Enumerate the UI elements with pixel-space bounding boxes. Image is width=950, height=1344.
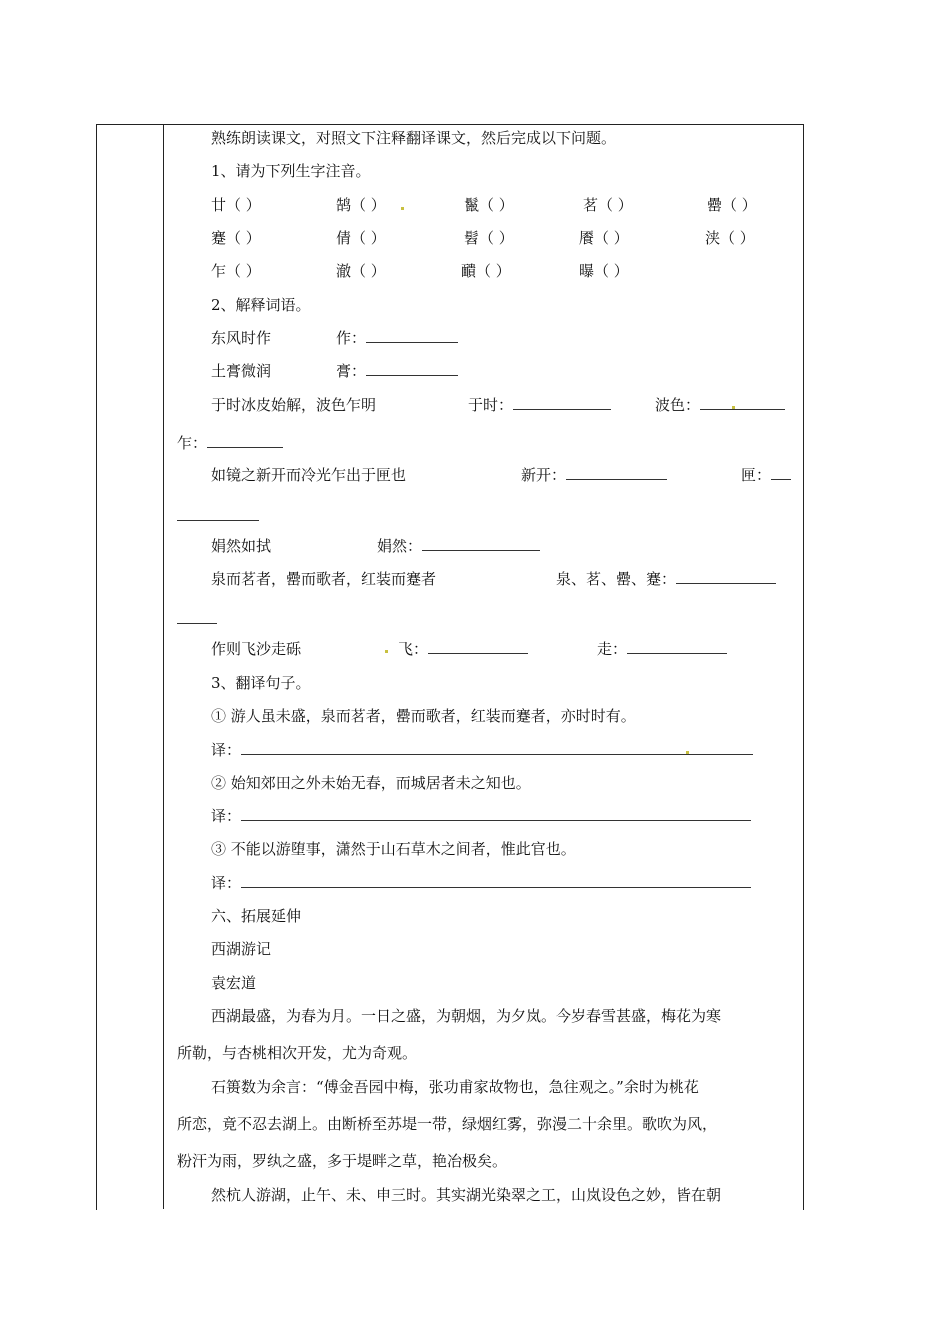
essay-line: 所勒，与杏桃相次开发，尤为奇观。 — [177, 1044, 418, 1062]
answer-blank[interactable] — [207, 433, 283, 448]
scan-mark — [401, 207, 404, 210]
answer-blank[interactable] — [366, 328, 458, 343]
answer-blank[interactable] — [771, 465, 791, 480]
answer-blank[interactable] — [241, 740, 753, 755]
vocab-phrase: 于时冰皮始解，波色乍明 — [211, 396, 377, 414]
answer-blank[interactable] — [241, 806, 751, 821]
table-column-divider — [163, 124, 164, 1209]
translate-sentence: ② 始知郊田之外未始无春，而城居者未之知也。 — [211, 774, 531, 792]
vocab-label: 乍： — [177, 433, 283, 453]
vocab-label: 膏： — [336, 361, 458, 381]
translate-sentence: ① 游人虽未盛，泉而茗者，罍而歌者，红装而蹇者，亦时时有。 — [211, 707, 636, 725]
essay-line: 西湖最盛，为春为月。一日之盛，为朝烟，为夕岚。今岁春雪甚盛，梅花为寒 — [211, 1007, 722, 1025]
scan-mark — [686, 751, 689, 754]
answer-blank[interactable] — [627, 639, 727, 654]
char-item: 靧（ ） — [461, 262, 511, 280]
essay-title: 西湖游记 — [211, 940, 272, 958]
intro-text: 熟练朗读课文，对照文下注释翻译课文，然后完成以下问题。 — [211, 129, 617, 147]
vocab-label: 泉、茗、罍、蹇： — [556, 569, 776, 589]
vocab-phrase: 土膏微润 — [211, 362, 272, 380]
char-item: 鬣（ ） — [464, 196, 514, 214]
vocab-label: 于时： — [468, 395, 611, 415]
vocab-label: 新开： — [521, 465, 667, 485]
answer-blank[interactable] — [428, 639, 528, 654]
vocab-label: 走： — [597, 639, 727, 659]
char-item: 浃（ ） — [705, 229, 755, 247]
answer-blank[interactable] — [566, 465, 667, 480]
vocab-phrase: 东风时作 — [211, 329, 272, 347]
q1-title: 1、请为下列生字注音。 — [211, 162, 371, 180]
answer-blank[interactable] — [177, 506, 259, 521]
essay-line: 石篑数为余言：“傅金吾园中梅，张功甫家故物也，急往观之。”余时为桃花 — [211, 1078, 699, 1096]
char-item: 曝（ ） — [579, 262, 629, 280]
char-item: 廿（ ） — [211, 196, 261, 214]
vocab-phrase: 娟然如拭 — [211, 537, 272, 555]
essay-line: 粉汗为雨，罗纨之盛，多于堤畔之草，艳冶极矣。 — [177, 1152, 508, 1170]
char-item: 乍（ ） — [211, 262, 261, 280]
vocab-label: 匣： — [741, 465, 791, 485]
answer-blank[interactable] — [676, 569, 776, 584]
vocab-label: 波色： — [655, 395, 785, 415]
char-item: 倩（ ） — [336, 229, 386, 247]
translate-answer: 译： — [211, 806, 751, 826]
q2-title: 2、解释词语。 — [211, 296, 311, 314]
answer-blank[interactable] — [366, 361, 458, 376]
essay-author: 袁宏道 — [211, 974, 257, 992]
char-item: 鹄（ ） — [336, 196, 386, 214]
essay-line: 所恋，竟不忍去湖上。由断桥至苏堤一带，绿烟红雾，弥漫二十余里。歌吹为风， — [177, 1115, 718, 1133]
char-item: 餍（ ） — [579, 229, 629, 247]
q3-title: 3、翻译句子。 — [211, 674, 311, 692]
char-item: 茗（ ） — [583, 196, 633, 214]
translate-answer: 译： — [211, 740, 753, 760]
answer-blank[interactable] — [700, 395, 785, 410]
vocab-label: 娟然： — [377, 536, 540, 556]
vocab-label: 作： — [336, 328, 458, 348]
answer-blank[interactable] — [513, 395, 611, 410]
vocab-label: 飞： — [398, 639, 528, 659]
scan-mark — [385, 650, 388, 653]
answer-blank[interactable] — [241, 873, 751, 888]
char-item: 罍（ ） — [707, 196, 757, 214]
vocab-phrase: 作则飞沙走砾 — [211, 640, 302, 658]
answer-blank[interactable] — [177, 609, 217, 624]
vocab-phrase: 如镜之新开而冷光乍出于匣也 — [211, 466, 407, 484]
char-item: 髫（ ） — [464, 229, 514, 247]
essay-line: 然杭人游湖，止午、未、申三时。其实湖光染翠之工，山岚设色之妙，皆在朝 — [211, 1186, 722, 1204]
section-title: 六、拓展延伸 — [211, 907, 302, 925]
char-item: 澈（ ） — [336, 262, 386, 280]
char-item: 蹇（ ） — [211, 229, 261, 247]
scan-mark — [732, 406, 735, 409]
translate-sentence: ③ 不能以游堕事，潇然于山石草木之间者，惟此官也。 — [211, 840, 576, 858]
translate-answer: 译： — [211, 873, 751, 893]
vocab-phrase: 泉而茗者，罍而歌者，红装而蹇者 — [211, 570, 437, 588]
answer-blank[interactable] — [422, 536, 540, 551]
